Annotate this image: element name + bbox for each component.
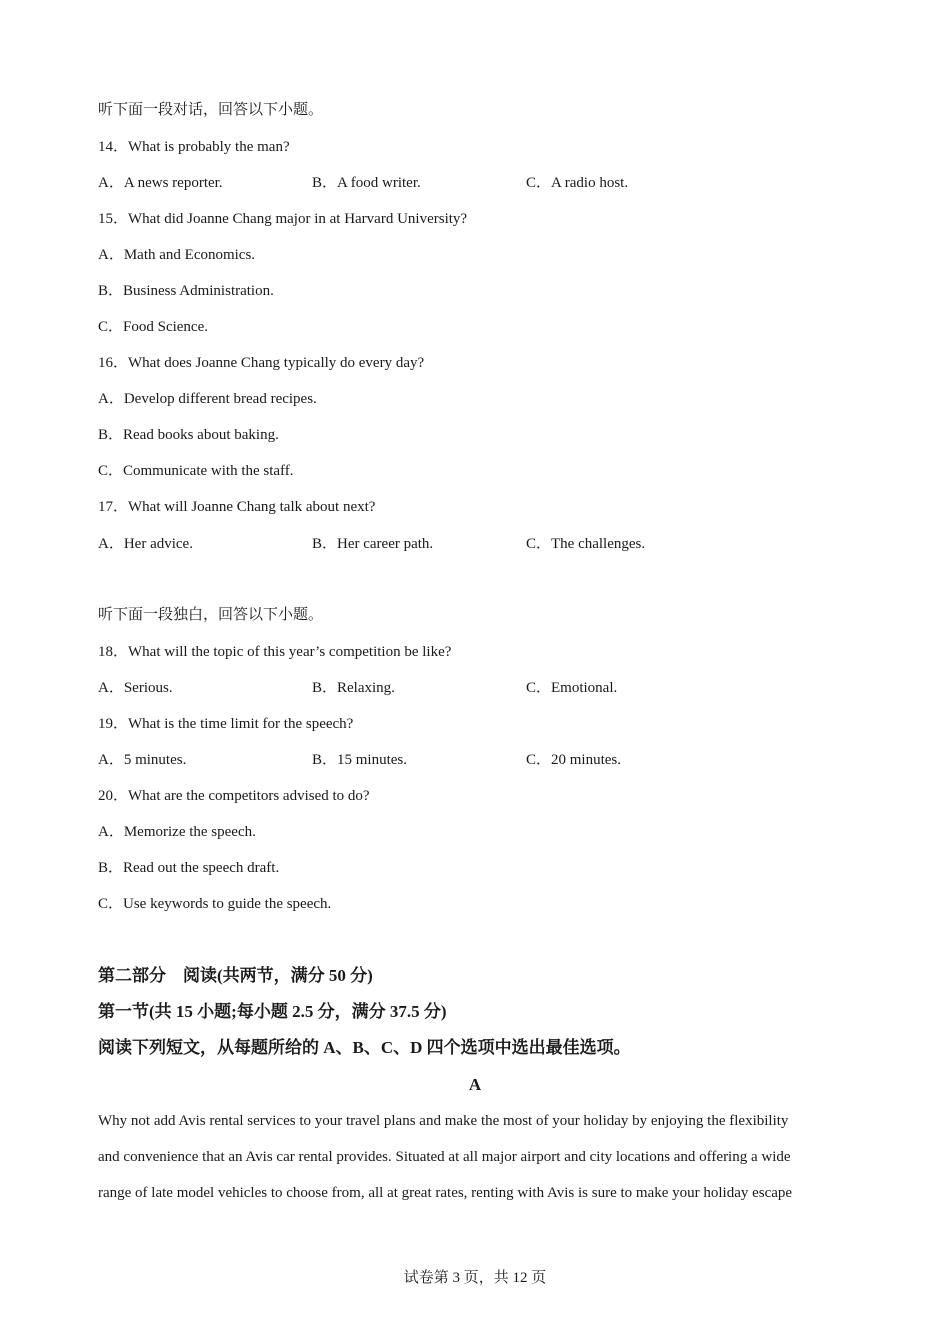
part2-subheading: 第一节(共 15 小题;每小题 2.5 分，满分 37.5 分): [98, 1002, 447, 1021]
question-15: 15．What did Joanne Chang major in at Harvard University?: [98, 211, 468, 227]
option-15c: C．Food Science.: [98, 319, 208, 335]
option-17b: B．Her career path.: [312, 536, 434, 552]
option-19c: C．20 minutes.: [526, 752, 622, 768]
option-20b: B．Read out the speech draft.: [98, 860, 280, 876]
part2-instruction: 阅读下列短文，从每题所给的 A、B、C、D 四个选项中选出最佳选项。: [98, 1038, 631, 1057]
option-15a: A．Math and Economics.: [98, 247, 256, 263]
question-19: 19．What is the time limit for the speech?: [98, 716, 354, 732]
option-16c: C．Communicate with the staff.: [98, 463, 294, 479]
option-19b: B．15 minutes.: [312, 752, 408, 768]
passage-label: A: [468, 1075, 482, 1094]
passage-line: and convenience that an Avis car rental provides. Situated at all major airport and city locations and offering a wide: [98, 1149, 791, 1165]
page-footer: 试卷第 3 页，共 12 页: [403, 1270, 547, 1286]
option-14a: A．A news reporter.: [98, 175, 223, 191]
question-20: 20．What are the competitors advised to do?: [98, 788, 370, 804]
option-20c: C．Use keywords to guide the speech.: [98, 896, 332, 912]
question-14: 14．What is probably the man?: [98, 139, 290, 155]
question-16: 16．What does Joanne Chang typically do every day?: [98, 355, 425, 371]
option-19a: A．5 minutes.: [98, 752, 187, 768]
option-16b: B．Read books about baking.: [98, 427, 279, 443]
option-18a: A．Serious.: [98, 680, 173, 696]
section2-intro: 听下面一段独白，回答以下小题。: [98, 607, 324, 623]
option-16a: A．Develop different bread recipes.: [98, 391, 317, 407]
option-14c: C．A radio host.: [526, 175, 629, 191]
part2-heading: 第二部分 阅读(共两节，满分 50 分): [98, 966, 373, 985]
option-15b: B．Business Administration.: [98, 283, 274, 299]
question-18: 18．What will the topic of this year’s competition be like?: [98, 644, 452, 660]
option-14b: B．A food writer.: [312, 175, 421, 191]
option-17c: C．The challenges.: [526, 536, 646, 552]
option-20a: A．Memorize the speech.: [98, 824, 256, 840]
option-17a: A．Her advice.: [98, 536, 193, 552]
passage-line: range of late model vehicles to choose from, all at great rates, renting with Avis is sure to make your holiday escape: [98, 1185, 793, 1201]
option-18b: B．Relaxing.: [312, 680, 395, 696]
option-18c: C．Emotional.: [526, 680, 618, 696]
passage-line: Why not add Avis rental services to your travel plans and make the most of your holiday by enjoying the flexibility: [98, 1113, 789, 1129]
question-17: 17．What will Joanne Chang talk about next?: [98, 499, 376, 515]
section1-intro: 听下面一段对话，回答以下小题。: [98, 102, 324, 118]
